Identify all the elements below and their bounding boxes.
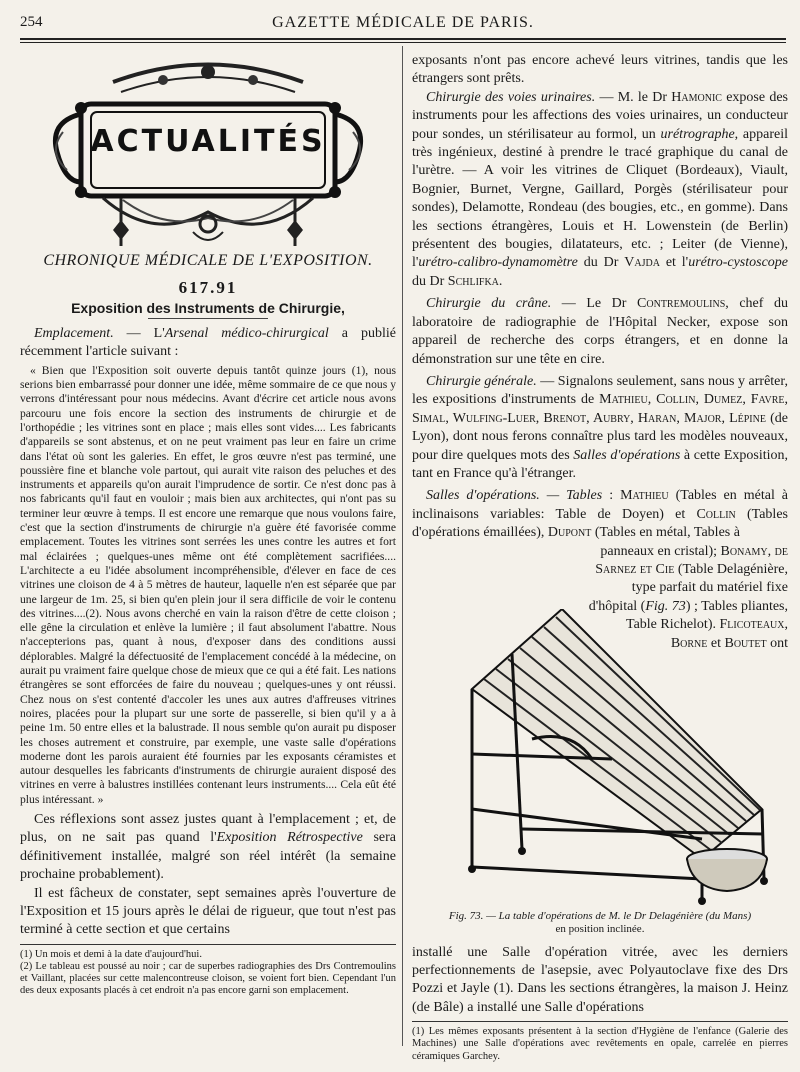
installe-paragraph: installé une Salle d'opération vitrée, avec les derniers perfectionnements de l'asepsie, avec Polyautoclave fixe des Drs Pozzi et Jayle (1). Dans les sections étrangères, la maison J. Heinz (de Bâle) a installé une Salle d'opérations bbox=[412, 944, 788, 1015]
page-number: 254 bbox=[20, 14, 43, 30]
reflexions-text-b: sera définitivement installée, malgré son réel intérêt (la semaine prochaine probablement). bbox=[20, 830, 397, 883]
chronicle-title: CHRONIQUE MÉDICALE DE L'EXPOSITION. bbox=[43, 252, 373, 269]
urinaires-text-a: — M. le Dr bbox=[595, 89, 672, 105]
salles-term: Salles d'opérations bbox=[573, 447, 681, 463]
exposants-paragraph: exposants n'ont pas encore achevé leurs vitrines, tandis que les étrangers sont prêts. bbox=[412, 53, 788, 87]
reflexions-text-a: Ces réflexions sont assez justes quant à l'emplacement ; et, de plus, on ne sait pas quand l' bbox=[20, 812, 396, 846]
column-separator bbox=[402, 46, 403, 1046]
salles-text-c: (Tables d'opérations émaillées), bbox=[412, 506, 788, 541]
generale-text-c: à cette Exposition, tant en France qu'à l'étranger. bbox=[412, 447, 788, 481]
emplacement-text-b: a publié récemment l'article suivant : bbox=[20, 326, 396, 360]
right-footnote-rule bbox=[412, 1021, 788, 1022]
emplacement-text-a: — L' bbox=[113, 326, 165, 341]
facheux-paragraph: Il est fâcheux de constater, sept semaines après l'ouverture de l'Exposition et 15 jours après le délai de rigueur, que tout n'est pas terminé à cette section et que certains bbox=[20, 885, 396, 938]
name-borne: Borne bbox=[670, 635, 708, 651]
salles-text-d: (Tables en métal, Tables à bbox=[591, 525, 740, 541]
side-text-c: (Table Delagénière, type parfait du matériel fixe d'hôpital ( bbox=[588, 561, 788, 614]
name-contremoulins: Contremoulins bbox=[637, 296, 726, 312]
article-title: Exposition des Instruments de Chirurgie, bbox=[71, 300, 345, 316]
figure-73-block bbox=[412, 543, 788, 908]
urinaires-text-d: du Dr bbox=[577, 255, 625, 271]
footnote-rule bbox=[20, 944, 396, 945]
name-sarnez: de Sarnez et Cie bbox=[595, 543, 788, 577]
urinaires-text-b: expose des instruments pour les affections des voies urinaires, un conducteur pour sondes, un stérilisateur au formol, un bbox=[412, 89, 788, 142]
name-hamonic: Hamonic bbox=[671, 89, 722, 105]
figure-caption bbox=[412, 910, 788, 936]
urinaires-text-g: . bbox=[498, 273, 503, 289]
name-dupont: Dupont bbox=[547, 525, 592, 541]
emplacement-label: Emplacement. bbox=[34, 326, 114, 341]
salles-label: Salles d'opérations. — Tables bbox=[426, 488, 603, 504]
left-column bbox=[20, 52, 396, 1062]
quoted-article: « Bien que l'Exposition soit ouverte depuis tantôt quinze jours (1), nous serions bien embarrassé pour donner une idée, même sommaire de ce que nous y verrons d'intéressant pour nous médecins. Avant d'écrire cet article nous avons parcouru une fois encore la section des instruments de chirurgie et de l'orthopédie ; les vitrines sont en place ; mais elles sont vides.... Les fabricants d'appareils se sont abstenus, et on ne peut vraiment pas leur en faire un crime dans l'état où sont les galeries. En effet, le gros œuvre n'est pas terminé, une poussière fine et blanche vole partout, qui aurait vite raison des peluches et des instruments et appareils qu'on aurait l'imprudence de sortir. Ce n'est donc pas à nos fabricants qu'il faut en vouloir ; mais bien aux architectes, qui n'ont pas su terminer leur œuvre à temps. Il est encore une remarque que nous voulons faire, c'est que la section d'instruments de chirurgie n'a guère été favorisée comme emplacement. Toutes les vitrines sont serrées les unes contre les autres et fort mal éclairées ; quelques-unes même ont été complètement sacrifiées.... L'architecte a eu l'idée absolument incompréhensible, d'élever en face de ces vitrines une cloison de 4 à 5 mètres de hauteur, laquelle n'en est séparée que par une largeur de 1m. 25, si bien qu'en plein jour il sera difficile de voir le contenu des vitrines....(2). Nous avons cherché en vain la raison d'être de cette cloison ; elle gêne la circulation et enlève la lumière ; il faut absolument l'abattre. Nous n'accepterions pas, quant à nous, d'exposer dans des conditions aussi déplorables. Malgré la défectuosité de l'emplacement concédé à la médecine, on aurait pu vraiment faire quelque chose de mieux que ce qui a été fait. Les nations étrangères se sont efforcées de faire du nouveau ; quelques-unes y ont réussi. Chez nous on s'est contenté d'accoler les unes aux autres d'affreuses vitrines noires, placées pour la plupart sur une sorte de passerelle, si bien qu'il y a à peine 1m. 50 entre elles et la balustrade. Il nous semble qu'on aurait pu disposer les choses autrement et construire, par exemple, une vaste salle d'opérations moderne dont les parois auraient été fournies par les exposants céramistes et autour desquelles les fabricants d'instruments de chirurgie auraient disposé des vitrines en verre à balustres instillées contenant leurs instruments.... Cela eût été plus intéressant. » bbox=[20, 363, 397, 806]
crane-text-b: , chef du laboratoire de radiographie de l'Hôpital Necker, expose son appareil de recherche des corps étrangers, et en donne la démonstration sur une tête en cire. bbox=[412, 296, 788, 367]
side-text-b: , bbox=[767, 543, 775, 559]
reflexions-paragraph bbox=[20, 811, 396, 885]
side-text-g: ont bbox=[766, 635, 788, 651]
side-text-e: , bbox=[784, 617, 788, 633]
figure-caption-line-2: en position inclinée. bbox=[555, 922, 645, 935]
banner-word: ACTUALITÉS bbox=[90, 124, 326, 159]
fig-ref: Fig. 73 bbox=[645, 598, 686, 614]
maker-names: Mathieu, Collin, Dumez, Favre, Simal, Wulfing-Luer, Brenot, Aubry, Haran, Major, Lépine bbox=[412, 392, 788, 426]
name-bonamy: Bonamy bbox=[720, 543, 768, 559]
name-collin: Collin bbox=[696, 506, 736, 522]
figure-caption-line-1: Fig. 73. — La table d'opérations de M. le Dr Delagénière (du Mans) bbox=[448, 909, 752, 922]
name-vajda: Vajda bbox=[624, 255, 660, 271]
urinaires-text-f: du Dr bbox=[412, 273, 448, 289]
crane-paragraph bbox=[412, 295, 788, 369]
header-rule bbox=[20, 38, 786, 40]
page-header bbox=[20, 14, 786, 34]
emplacement-paragraph bbox=[20, 325, 396, 362]
generale-text-a: — Signalons seulement, sans nous y arrêter, les expositions d'instruments de bbox=[412, 373, 788, 408]
urinaires-text-c: , appareil très ingénieux, destiné à prendre le tracé graphique du canal de l'urètre. — A voir les vitrines de Cliquet (Bordeaux), Viault, Bognier, Burnet, Vergne, Gaillard, Porgès (stérilisateur pour sondes), Delamotte, Rondeau (des bougies, etc., en gomme). Dans les sections étrangères, Louis et H. Lowenstein (de Berlin) présentent des bougies, dilatateurs, etc. ; Leiter (de Vienne), l' bbox=[412, 126, 788, 271]
name-boutet: Boutet bbox=[724, 635, 767, 651]
salles-paragraph bbox=[412, 487, 788, 542]
article-number: 617.91 bbox=[178, 278, 238, 297]
crane-label: Chirurgie du crâne. bbox=[426, 296, 552, 312]
salles-text-a: : bbox=[602, 488, 621, 504]
name-flicoteaux: Flicoteaux bbox=[719, 617, 785, 633]
calibro-term: urétro-calibro-dynamomètre bbox=[418, 255, 578, 271]
uretrographe-term: urétrographe bbox=[660, 126, 735, 142]
generale-paragraph bbox=[412, 373, 788, 483]
side-text-a: panneaux en cristal); bbox=[600, 543, 721, 559]
right-footnote-1: (1) Les mêmes exposants présentent à la section d'Hygiène de l'enfance (Galerie des Machines) une Salle d'opérations avec revêtements en opale, carrelée en pierres céramiques Garchey. bbox=[412, 1026, 788, 1062]
operating-table-illustration bbox=[412, 609, 788, 909]
right-column bbox=[412, 52, 788, 1062]
journal-title: GAZETTE MÉDICALE DE PARIS. bbox=[272, 14, 534, 31]
generale-text-b: (de Lyon), dont nous ferons connaître plus tard les modèles nouveaux, pour dire quelques mots des bbox=[412, 410, 788, 463]
side-text-d: ) ; Tables pliantes, Table Richelot). bbox=[626, 598, 788, 633]
actualites-banner bbox=[43, 52, 373, 248]
cystoscope-term: urétro-cystoscope bbox=[688, 255, 789, 271]
name-schlifka: Schlifka bbox=[447, 273, 499, 289]
arsenal-name: Arsenal médico-chirurgical bbox=[164, 326, 329, 341]
crane-text-a: — Le Dr bbox=[551, 296, 638, 312]
footnote-1: (1) Un mois et demi à la date d'aujourd'hui. bbox=[20, 948, 202, 960]
salles-text-b: (Tables en métal à inclinaisons variables: Table de Doyen) et bbox=[412, 488, 789, 522]
urinaires-label: Chirurgie des voies urinaires. bbox=[426, 89, 596, 105]
name-mathieu: Mathieu bbox=[620, 488, 669, 504]
generale-label: Chirurgie générale. bbox=[426, 373, 537, 389]
side-text-f: et bbox=[707, 635, 725, 651]
urinaires-paragraph bbox=[412, 89, 788, 291]
exposition-retrospective: Exposition Rétrospective bbox=[216, 830, 363, 846]
title-rule bbox=[148, 318, 268, 319]
header-rule-thin bbox=[20, 42, 786, 43]
footnote-2: (2) Le tableau est poussé au noir ; car de superbes radiographies des Drs Contremoulins et Vaillant, placées sur cette malencontreuse cloison, se voient fort bien. Cependant l'un des deux exposants placés à cet endroit n'a pas encore garni son emplacement. bbox=[20, 961, 396, 997]
urinaires-text-e: et l' bbox=[659, 255, 689, 271]
